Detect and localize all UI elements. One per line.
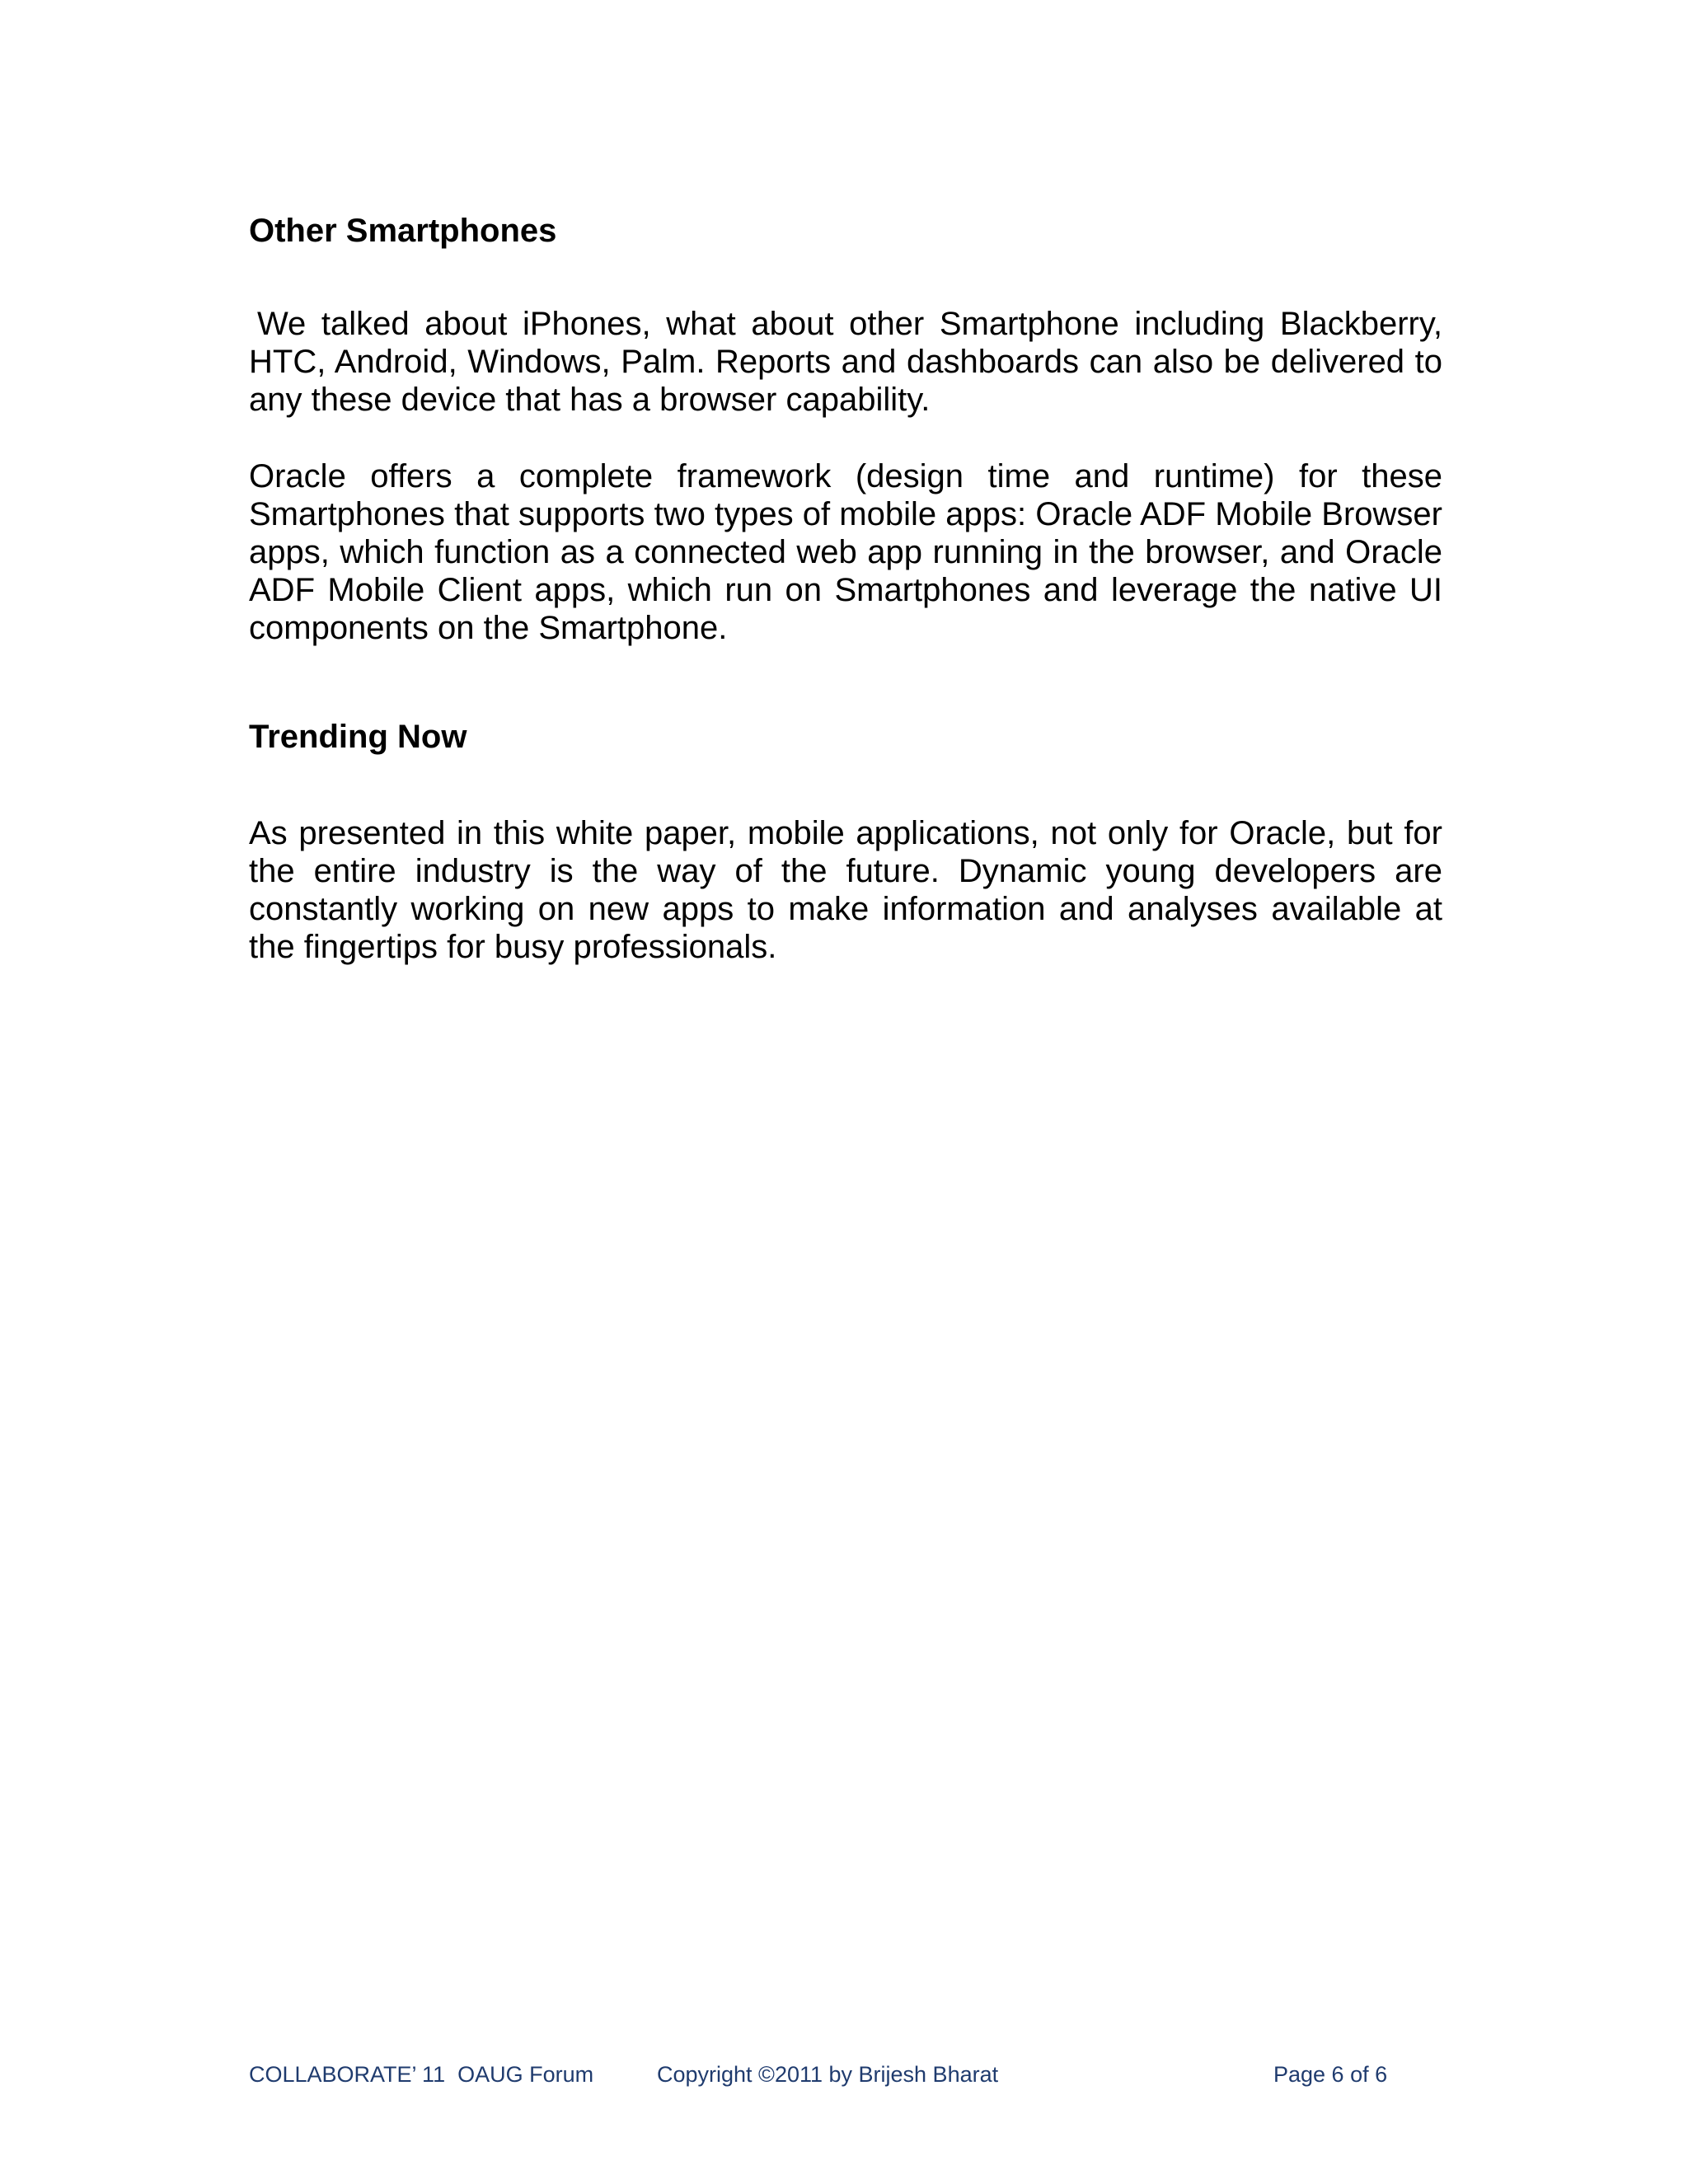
paragraph-smartphones-intro: We talked about iPhones, what about other Smartphone including Blackberry, HTC, Android, Windows, Palm. Reports and dashboards can also be delivered to any these device that has a browser capability.: [249, 306, 1442, 418]
paragraph-trending-now: As presented in this white paper, mobile applications, not only for Oracle, but for the entire industry is the way of the future. Dynamic young developers are constantly working on new apps to make information and analyses available at the fingertips for busy professionals.: [249, 815, 1442, 965]
page-footer: [249, 2058, 1485, 2091]
section-heading-trending-now: Trending Now: [249, 719, 467, 755]
paragraph-oracle-framework: Oracle offers a complete framework (design time and runtime) for these Smartphones that supports two types of mobile apps: Oracle ADF Mobile Browser apps, which function as a connected web app running in the browser, and Oracle ADF Mobile Client apps, which run on Smartphones and leverage the native UI components on the Smartphone.: [249, 458, 1442, 646]
section-heading-other-smartphones: Other Smartphones: [249, 213, 557, 249]
footer-copyright: Copyright ©2011 by Brijesh Bharat: [657, 2062, 999, 2087]
footer-conference: COLLABORATE’ 11 OAUG Forum: [249, 2062, 594, 2087]
footer-page-number: Page 6 of 6: [1273, 2062, 1388, 2087]
